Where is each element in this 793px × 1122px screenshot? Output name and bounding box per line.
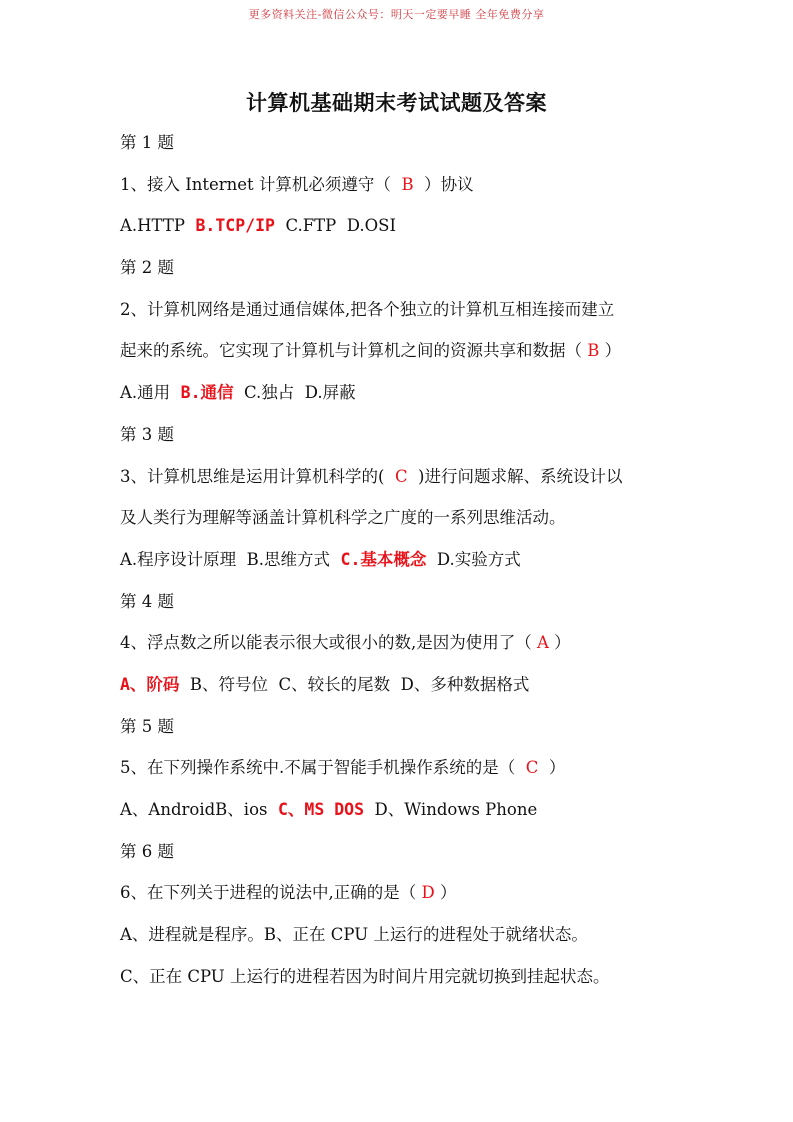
text-line	[120, 172, 690, 214]
text-segment: ）	[599, 341, 622, 361]
text-segment: C.FTP D.OSI	[274, 216, 397, 236]
text-segment: 第 4 题	[120, 591, 174, 611]
text-segment: 第 5 题	[120, 716, 174, 736]
text-line	[120, 464, 690, 506]
question-heading	[120, 130, 690, 172]
correct-option: C、MS DOS	[277, 800, 365, 819]
text-segment: ）	[538, 758, 566, 778]
text-segment: A、AndroidB、ios	[120, 800, 278, 819]
correct-option: C.基本概念	[340, 549, 427, 569]
text-line	[120, 297, 690, 339]
text-segment: ）	[548, 633, 571, 653]
text-segment: 第 1 题	[120, 133, 174, 152]
text-segment: B、符号位 C、较长的尾数 D、多种数据格式	[179, 674, 530, 694]
question-heading	[120, 589, 690, 631]
correct-option: B.TCP/IP	[195, 216, 275, 236]
text-line	[120, 797, 690, 839]
correct-option: A、阶码	[120, 674, 180, 694]
question-heading	[120, 422, 690, 464]
text-line	[120, 672, 690, 714]
answer-letter: B	[401, 174, 414, 194]
text-line	[120, 880, 690, 922]
question-heading	[120, 839, 690, 881]
text-line	[120, 505, 690, 547]
text-segment: 4、浮点数之所以能表示很大或很小的数,是因为使用了（	[120, 633, 537, 653]
text-segment: 5、在下列操作系统中.不属于智能手机操作系统的是（	[120, 758, 526, 778]
text-segment: 第 2 题	[120, 258, 174, 278]
text-segment: ）协议	[413, 174, 474, 194]
text-line	[120, 630, 690, 672]
question-list	[120, 130, 690, 1005]
text-segment: 2、计算机网络是通过通信媒体,把各个独立的计算机互相连接而建立	[120, 299, 615, 319]
correct-option: B.通信	[180, 383, 234, 403]
text-line	[120, 547, 690, 589]
text-segment: ）	[434, 883, 457, 903]
answer-letter: B	[587, 341, 600, 361]
text-segment: 6、在下列关于进程的说法中,正确的是（	[120, 883, 422, 903]
text-segment: )进行问题求解、系统设计以	[407, 466, 623, 486]
header-banner: 更多资料关注-微信公众号：明天一定要早睡 全年免费分享	[248, 8, 545, 21]
text-segment: A、进程就是程序。B、正在 CPU 上运行的进程处于就绪状态。	[120, 925, 588, 945]
question-heading	[120, 255, 690, 297]
text-segment: D、Windows Phone	[364, 800, 538, 819]
text-segment: 第 3 题	[120, 424, 174, 444]
text-line	[120, 338, 690, 380]
answer-letter: C	[394, 466, 408, 486]
answer-letter: A	[537, 633, 549, 653]
answer-letter: D	[421, 883, 435, 903]
text-line	[120, 922, 690, 964]
text-line	[120, 213, 690, 255]
page-title: 计算机基础期末考试试题及答案	[246, 90, 547, 115]
question-heading	[120, 714, 690, 756]
text-segment: A.程序设计原理 B.思维方式	[120, 549, 341, 569]
text-segment: D.实验方式	[426, 549, 521, 569]
text-segment: 1、接入 Internet 计算机必须遵守（	[120, 174, 402, 194]
text-segment: C、正在 CPU 上运行的进程若因为时间片用完就切换到挂起状态。	[120, 966, 610, 986]
text-line	[120, 380, 690, 422]
text-segment: 第 6 题	[120, 841, 174, 861]
text-line	[120, 755, 690, 797]
text-line	[120, 964, 690, 1006]
text-segment: C.独占 D.屏蔽	[233, 383, 356, 403]
text-segment: 3、计算机思维是运用计算机科学的(	[120, 466, 395, 486]
text-segment: 及人类行为理解等涵盖计算机科学之广度的一系列思维活动。	[120, 508, 566, 528]
text-segment: A.HTTP	[120, 216, 196, 236]
text-segment: 起来的系统。它实现了计算机与计算机之间的资源共享和数据（	[120, 341, 588, 361]
text-segment: A.通用	[120, 383, 181, 403]
answer-letter: C	[525, 758, 539, 778]
